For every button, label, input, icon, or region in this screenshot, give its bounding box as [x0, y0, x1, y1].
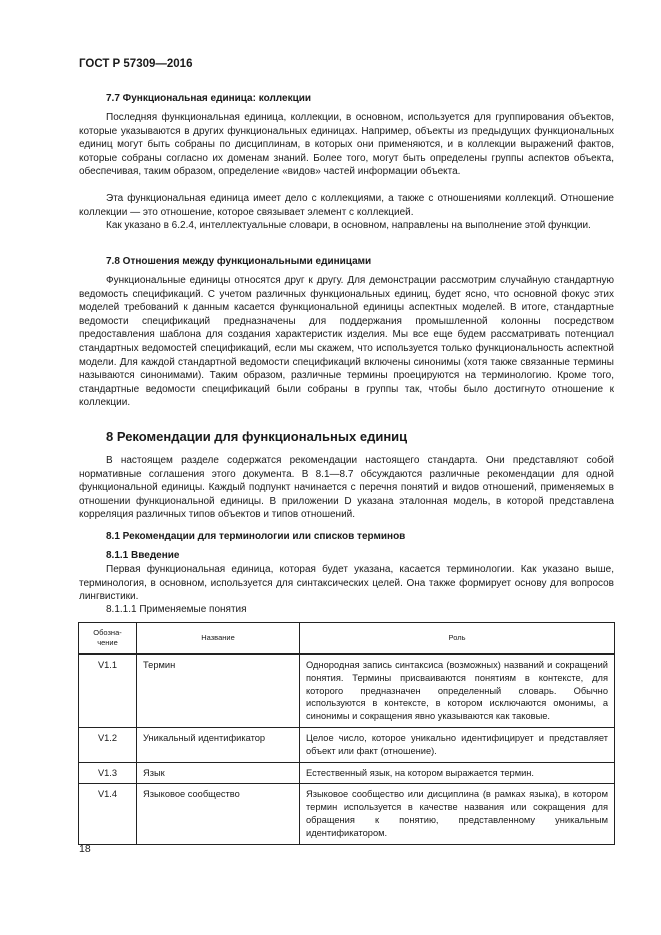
cell-name: Языковое сообщество [137, 784, 300, 844]
cell-name: Уникальный идентификатор [137, 727, 300, 762]
table-row [79, 762, 615, 784]
running-head: ГОСТ Р 57309—2016 [79, 58, 193, 70]
section-heading-7-7: 7.7 Функциональная единица: коллекции [106, 93, 312, 104]
paragraph: Эта функциональная единица имеет дело с коллекциями, а также с отношениями коллекций. Отношение коллекции — это отношение, которое связывает элемент с коллекцией. [79, 193, 614, 218]
section-heading-8: 8 Рекомендации для функциональных единиц [106, 429, 408, 444]
paragraph: В настоящем разделе содержатся рекомендации настоящего стандарта. Они представляют собой нормативные соглашения этого документа. В 8.1—8.7 обсуждаются различные рекомендации для одной функциональной единицы. Каждый подпункт начинается с перечня понятий и видов отношений, применяемых в отношении функциональной единицы. В приложении D указана эталонная модель, в которой представлена корреляция различных типов объектов и типов отношений. [79, 455, 614, 521]
header-code: Обозна-чение [79, 623, 137, 655]
header-name: Название [137, 623, 300, 655]
cell-name: Термин [137, 654, 300, 727]
section-heading-8-1: 8.1 Рекомендации для терминологии или списков терминов [106, 531, 406, 542]
paragraph: Как указано в 6.2.4, интеллектуальные словари, в основном, направлены на выполнение этой функции. [106, 220, 591, 231]
cell-role: Целое число, которое уникально идентифицирует и представляет объект или факт (отношение). [300, 727, 615, 762]
cell-code: V1.4 [79, 784, 137, 844]
paragraph: Функциональные единицы относятся друг к другу. Для демонстрации рассмотрим случайную стандартную ведомость спецификаций. С учетом различных функциональных единиц, будет ясно, что основной фокус этих моделей требований к данным касается функциональной единицы аспектных моделей. В итоге, стандартные ведомости спецификаций предназначены для поддержания промышленной колонны посредством предоставления шаблона для создания характеристик изделия. Мы все еще будем рассматривать потенциал стандартных ведомостей спецификаций, если мы скажем, что используется только функциональность аспектной модели. Для каждой стандартной ведомости спецификаций включены синонимы (хотя также связанные термины называются синонимами). Таким образом, различные термины проецируются на терминологию. Кроме того, стандартные ведомости спецификаций были собраны в группы так, чтобы было достигнуто отношение к коллекции. [79, 275, 614, 409]
section-heading-7-8: 7.8 Отношения между функциональными единицами [106, 256, 372, 267]
cell-role: Языковое сообщество или дисциплина (в рамках языка), в котором термин используется в качестве названия или сокращения для обращения к понятию, представленному уникальным идентификатором. [300, 784, 615, 844]
table-header-row [79, 623, 615, 655]
cell-code: V1.1 [79, 654, 137, 727]
cell-code: V1.2 [79, 727, 137, 762]
table-row [79, 654, 615, 727]
concepts-table [78, 622, 615, 845]
cell-role: Однородная запись синтаксиса (возможных) названий и сокращений понятия. Термины присваиваются понятиям в контексте, для которого предназначен определенный словарь. Обычно используются в контексте, в котором исключаются омонимы, а синонимы и сокращения явно указываются как таковые. [300, 654, 615, 727]
page-number: 18 [79, 843, 91, 855]
table-caption: 8.1.1.1 Применяемые понятия [106, 604, 247, 615]
section-heading-8-1-1: 8.1.1 Введение [106, 550, 180, 561]
cell-code: V1.3 [79, 762, 137, 784]
cell-role: Естественный язык, на котором выражается термин. [300, 762, 615, 784]
header-role: Роль [300, 623, 615, 655]
paragraph: Последняя функциональная единица, коллекции, в основном, используется для группирования объектов, которые указываются в других функциональных единицах. Например, объекты из предыдущих функциональных единиц могут быть собраны по дисциплинам, в которых они применяются, и в коллекции выражений фактов, которые собраны согласно их доменам знаний. Более того, могут быть определены группы аспектов объекта, обеспечивая, таким образом, определение «видов» частей информации объекта. [79, 112, 614, 178]
paragraph: Первая функциональная единица, которая будет указана, касается терминологии. Как указано выше, терминология, в основном, используется для синтаксических целей. Она также формирует основу для вопросов лингвистики. [79, 564, 614, 603]
table-row [79, 727, 615, 762]
cell-name: Язык [137, 762, 300, 784]
table-row [79, 784, 615, 844]
